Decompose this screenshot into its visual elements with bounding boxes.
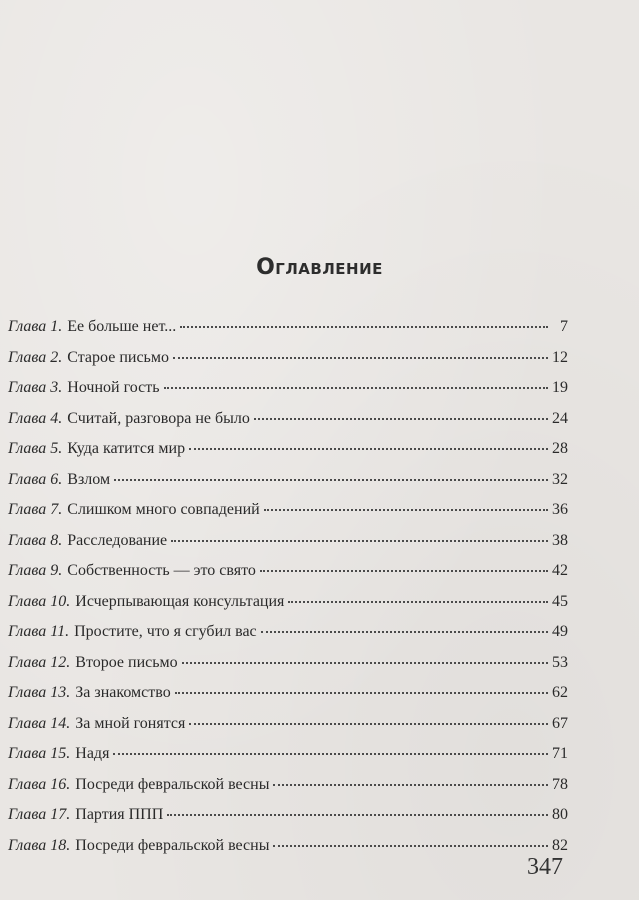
toc-entry [8,496,568,527]
chapter-number: Глава 2. [8,348,63,366]
dot-leader [273,768,548,786]
chapter-number: Глава 5. [8,440,63,457]
toc-entry [8,740,568,771]
dot-leader [175,676,548,694]
chapter-title: Надя [75,745,110,762]
dot-leader [260,554,548,572]
chapter-title: Посреди февральской весны [75,836,270,854]
chapter-page-number: 24 [552,409,568,427]
toc-entry [8,405,568,436]
toc-entry [8,832,568,863]
chapter-page-number: 62 [552,684,568,701]
chapter-number: Глава 8. [8,531,63,549]
chapter-page-number: 32 [552,470,568,488]
chapter-page-number: 7 [560,318,568,335]
dot-leader [189,432,548,450]
chapter-number: Глава 12. [8,653,71,671]
toc-entry [8,710,568,741]
dot-leader [171,524,548,542]
toc-entry [8,313,568,344]
dot-leader [264,493,548,511]
chapter-number: Глава 3. [8,379,63,396]
dot-leader [164,371,548,389]
chapter-page-number: 19 [552,379,568,396]
toc-entry [8,344,568,375]
chapter-number: Глава 10. [8,592,71,610]
chapter-title: Второе письмо [75,653,178,671]
chapter-page-number: 36 [552,501,568,518]
dot-leader [254,402,548,420]
chapter-title: Считай, разговора не было [67,409,250,427]
chapter-title: Ее больше нет... [67,318,177,335]
dot-leader [182,646,548,664]
chapter-page-number: 67 [552,714,568,732]
chapter-number: Глава 4. [8,409,63,427]
chapter-page-number: 28 [552,440,568,457]
chapter-number: Глава 7. [8,501,63,518]
toc-entry [8,435,568,466]
chapter-page-number: 49 [552,623,568,640]
chapter-title: Исчерпывающая консультация [75,592,285,610]
chapter-page-number: 80 [552,806,568,823]
chapter-title: Слишком много совпадений [67,501,260,518]
chapter-title: Старое письмо [67,348,169,366]
chapter-number: Глава 16. [8,775,71,793]
dot-leader [288,585,548,603]
dot-leader [261,615,548,633]
chapter-title: За знакомство [75,684,171,701]
chapter-number: Глава 6. [8,470,63,488]
chapter-number: Глава 1. [8,318,63,335]
chapter-page-number: 53 [552,653,568,671]
chapter-title: Взлом [67,470,111,488]
toc-entry [8,557,568,588]
chapter-page-number: 12 [552,348,568,366]
chapter-title: За мной гонятся [75,714,186,732]
chapter-page-number: 45 [552,592,568,610]
chapter-title: Собственность — это свято [67,562,256,579]
toc-entry [8,374,568,405]
dot-leader [114,463,548,481]
chapter-title: Ночной гость [67,379,160,396]
chapter-number: Глава 14. [8,714,71,732]
chapter-page-number: 71 [552,745,568,762]
chapter-page-number: 38 [552,531,568,549]
chapter-number: Глава 17. [8,806,71,823]
chapter-title: Партия ППП [75,806,164,823]
chapter-title: Расследование [67,531,168,549]
chapter-page-number: 78 [552,775,568,793]
page-number: 347 [527,854,563,880]
chapter-title: Простите, что я сгубил вас [74,623,257,640]
toc-entry [8,801,568,832]
chapter-title: Куда катится мир [67,440,186,457]
dot-leader [113,737,548,755]
toc-entry [8,527,568,558]
toc-entry [8,679,568,710]
page-title: Оглавление [256,255,383,280]
dot-leader [180,310,548,328]
chapter-page-number: 82 [552,836,568,854]
chapter-number: Глава 9. [8,562,63,579]
dot-leader [273,829,548,847]
chapter-number: Глава 18. [8,836,71,854]
dot-leader [189,707,548,725]
dot-leader [167,798,548,816]
table-of-contents [8,313,568,862]
chapter-page-number: 42 [552,562,568,579]
chapter-number: Глава 15. [8,745,71,762]
chapter-title: Посреди февральской весны [75,775,270,793]
toc-entry [8,588,568,619]
toc-entry [8,771,568,802]
dot-leader [173,341,548,359]
toc-entry [8,466,568,497]
chapter-number: Глава 13. [8,684,71,701]
chapter-number: Глава 11. [8,623,70,640]
toc-entry [8,618,568,649]
toc-entry [8,649,568,680]
